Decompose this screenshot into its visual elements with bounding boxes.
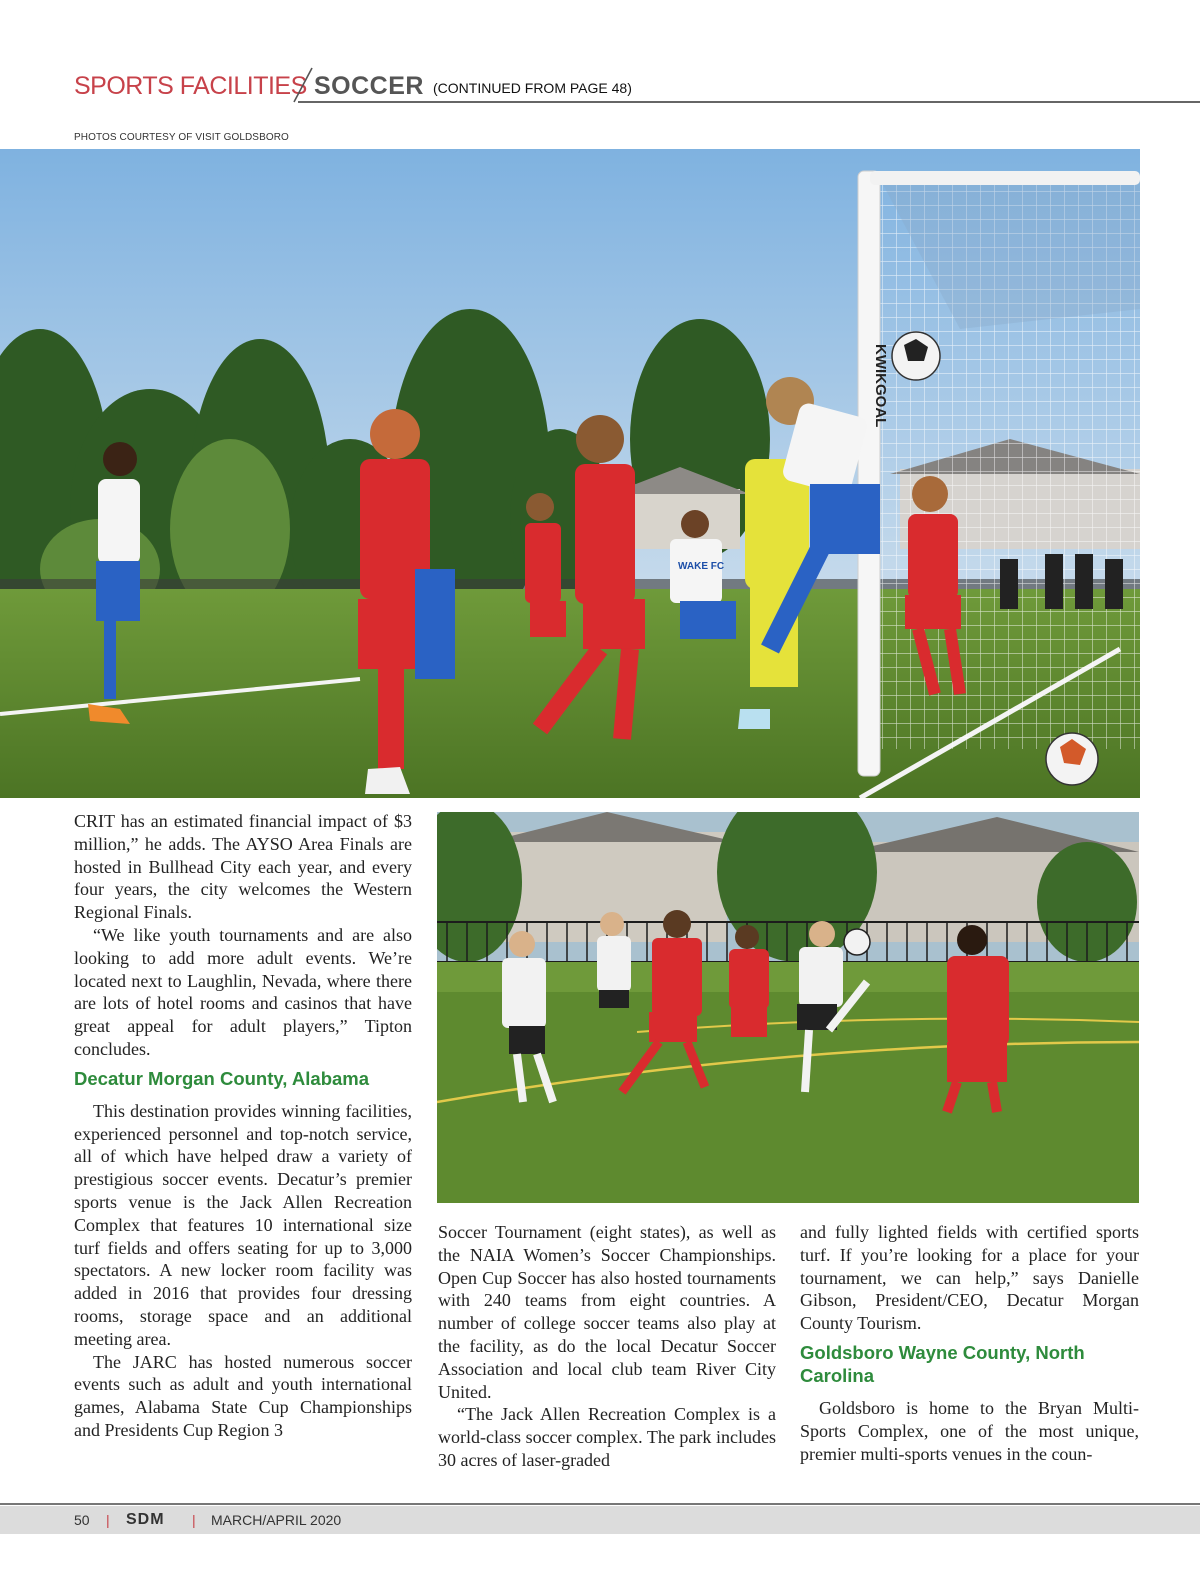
footer-separator: | bbox=[192, 1512, 196, 1528]
topic-label: SOCCER bbox=[314, 72, 424, 100]
subheading-decatur: Decatur Morgan County, Alabama bbox=[74, 1067, 370, 1089]
jersey-text: WAKE FC bbox=[678, 561, 725, 572]
column-1 bbox=[74, 810, 412, 1442]
magazine-logo: SDM bbox=[126, 1511, 165, 1528]
page-number: 50 bbox=[74, 1512, 90, 1528]
column-2 bbox=[438, 1221, 776, 1472]
soccer-goal-photo bbox=[0, 149, 1140, 798]
paragraph: The JARC has hosted numerous soccer events such as adult and youth international games, Alabama State Cup Championships and Presidents Cup Region 3 bbox=[74, 1351, 412, 1440]
ball-photo2 bbox=[844, 929, 870, 955]
footer-band bbox=[0, 1506, 1200, 1534]
paragraph: “The Jack Allen Recreation Complex is a world-class soccer complex. The park includes 30 acres of laser-graded bbox=[438, 1404, 776, 1470]
paragraph: Soccer Tournament (eight states), as well as the NAIA Women’s Soccer Championships. Open Cup Soccer has also hosted tournaments with 240 teams from eight countries. A number of college soccer teams also play at the facility, as do the local Decatur Soccer Association and local club team River City United. bbox=[438, 1222, 776, 1402]
section-label: SPORTS FACILITIES bbox=[74, 72, 307, 100]
paragraph: CRIT has an estimated financial impact of $3 million,” he adds. The AYSO Area Finals are hosted in Bullhead City each year, and every four years, the city welcomes the Western Regional Finals. bbox=[74, 811, 412, 923]
paragraph: This destination provides winning facilities, experienced personnel and top-notch service, all of which have helped draw a variety of prestigious soccer events. Decatur’s premier sports venue is the Jack Allen Recreation Complex that features 10 international size turf fields and offers seating for up to 3,000 spectators. A new locker room facility was added in 2016 that provides four dressing rooms, storage space and an additional meeting area. bbox=[74, 1100, 412, 1349]
running-header bbox=[74, 70, 1200, 104]
subheading-goldsboro: Goldsboro Wayne County, North Carolina bbox=[800, 1341, 1085, 1386]
paragraph: Goldsboro is home to the Bryan Multi-Sports Complex, one of the most unique, premier multi-sports venues in the coun- bbox=[800, 1397, 1139, 1464]
footer-separator: | bbox=[106, 1512, 110, 1528]
column-3 bbox=[800, 1221, 1139, 1465]
photo-credit: PHOTOS COURTESY OF VISIT GOLDSBORO bbox=[74, 132, 289, 143]
paragraph: and fully lighted fields with certified sports turf. If you’re looking for a place for your tournament, we can help,” says Danielle Gibson, President/CEO, Decatur Morgan County Tourism. bbox=[800, 1222, 1139, 1334]
footer-rule bbox=[0, 1503, 1200, 1505]
continued-note: (CONTINUED FROM PAGE 48) bbox=[433, 80, 632, 96]
issue-date: MARCH/APRIL 2020 bbox=[211, 1512, 342, 1528]
paragraph: “We like youth tournaments and are also looking to add more adult events. We’re located next to Laughlin, Nevada, where there are lots of hotel rooms and casinos that have great appeal for adult players,” Tipton concludes. bbox=[74, 924, 412, 1059]
goal-brand: KWIKGOAL bbox=[872, 344, 889, 428]
header-rule bbox=[298, 101, 1200, 103]
youth-match-photo bbox=[437, 812, 1139, 1203]
